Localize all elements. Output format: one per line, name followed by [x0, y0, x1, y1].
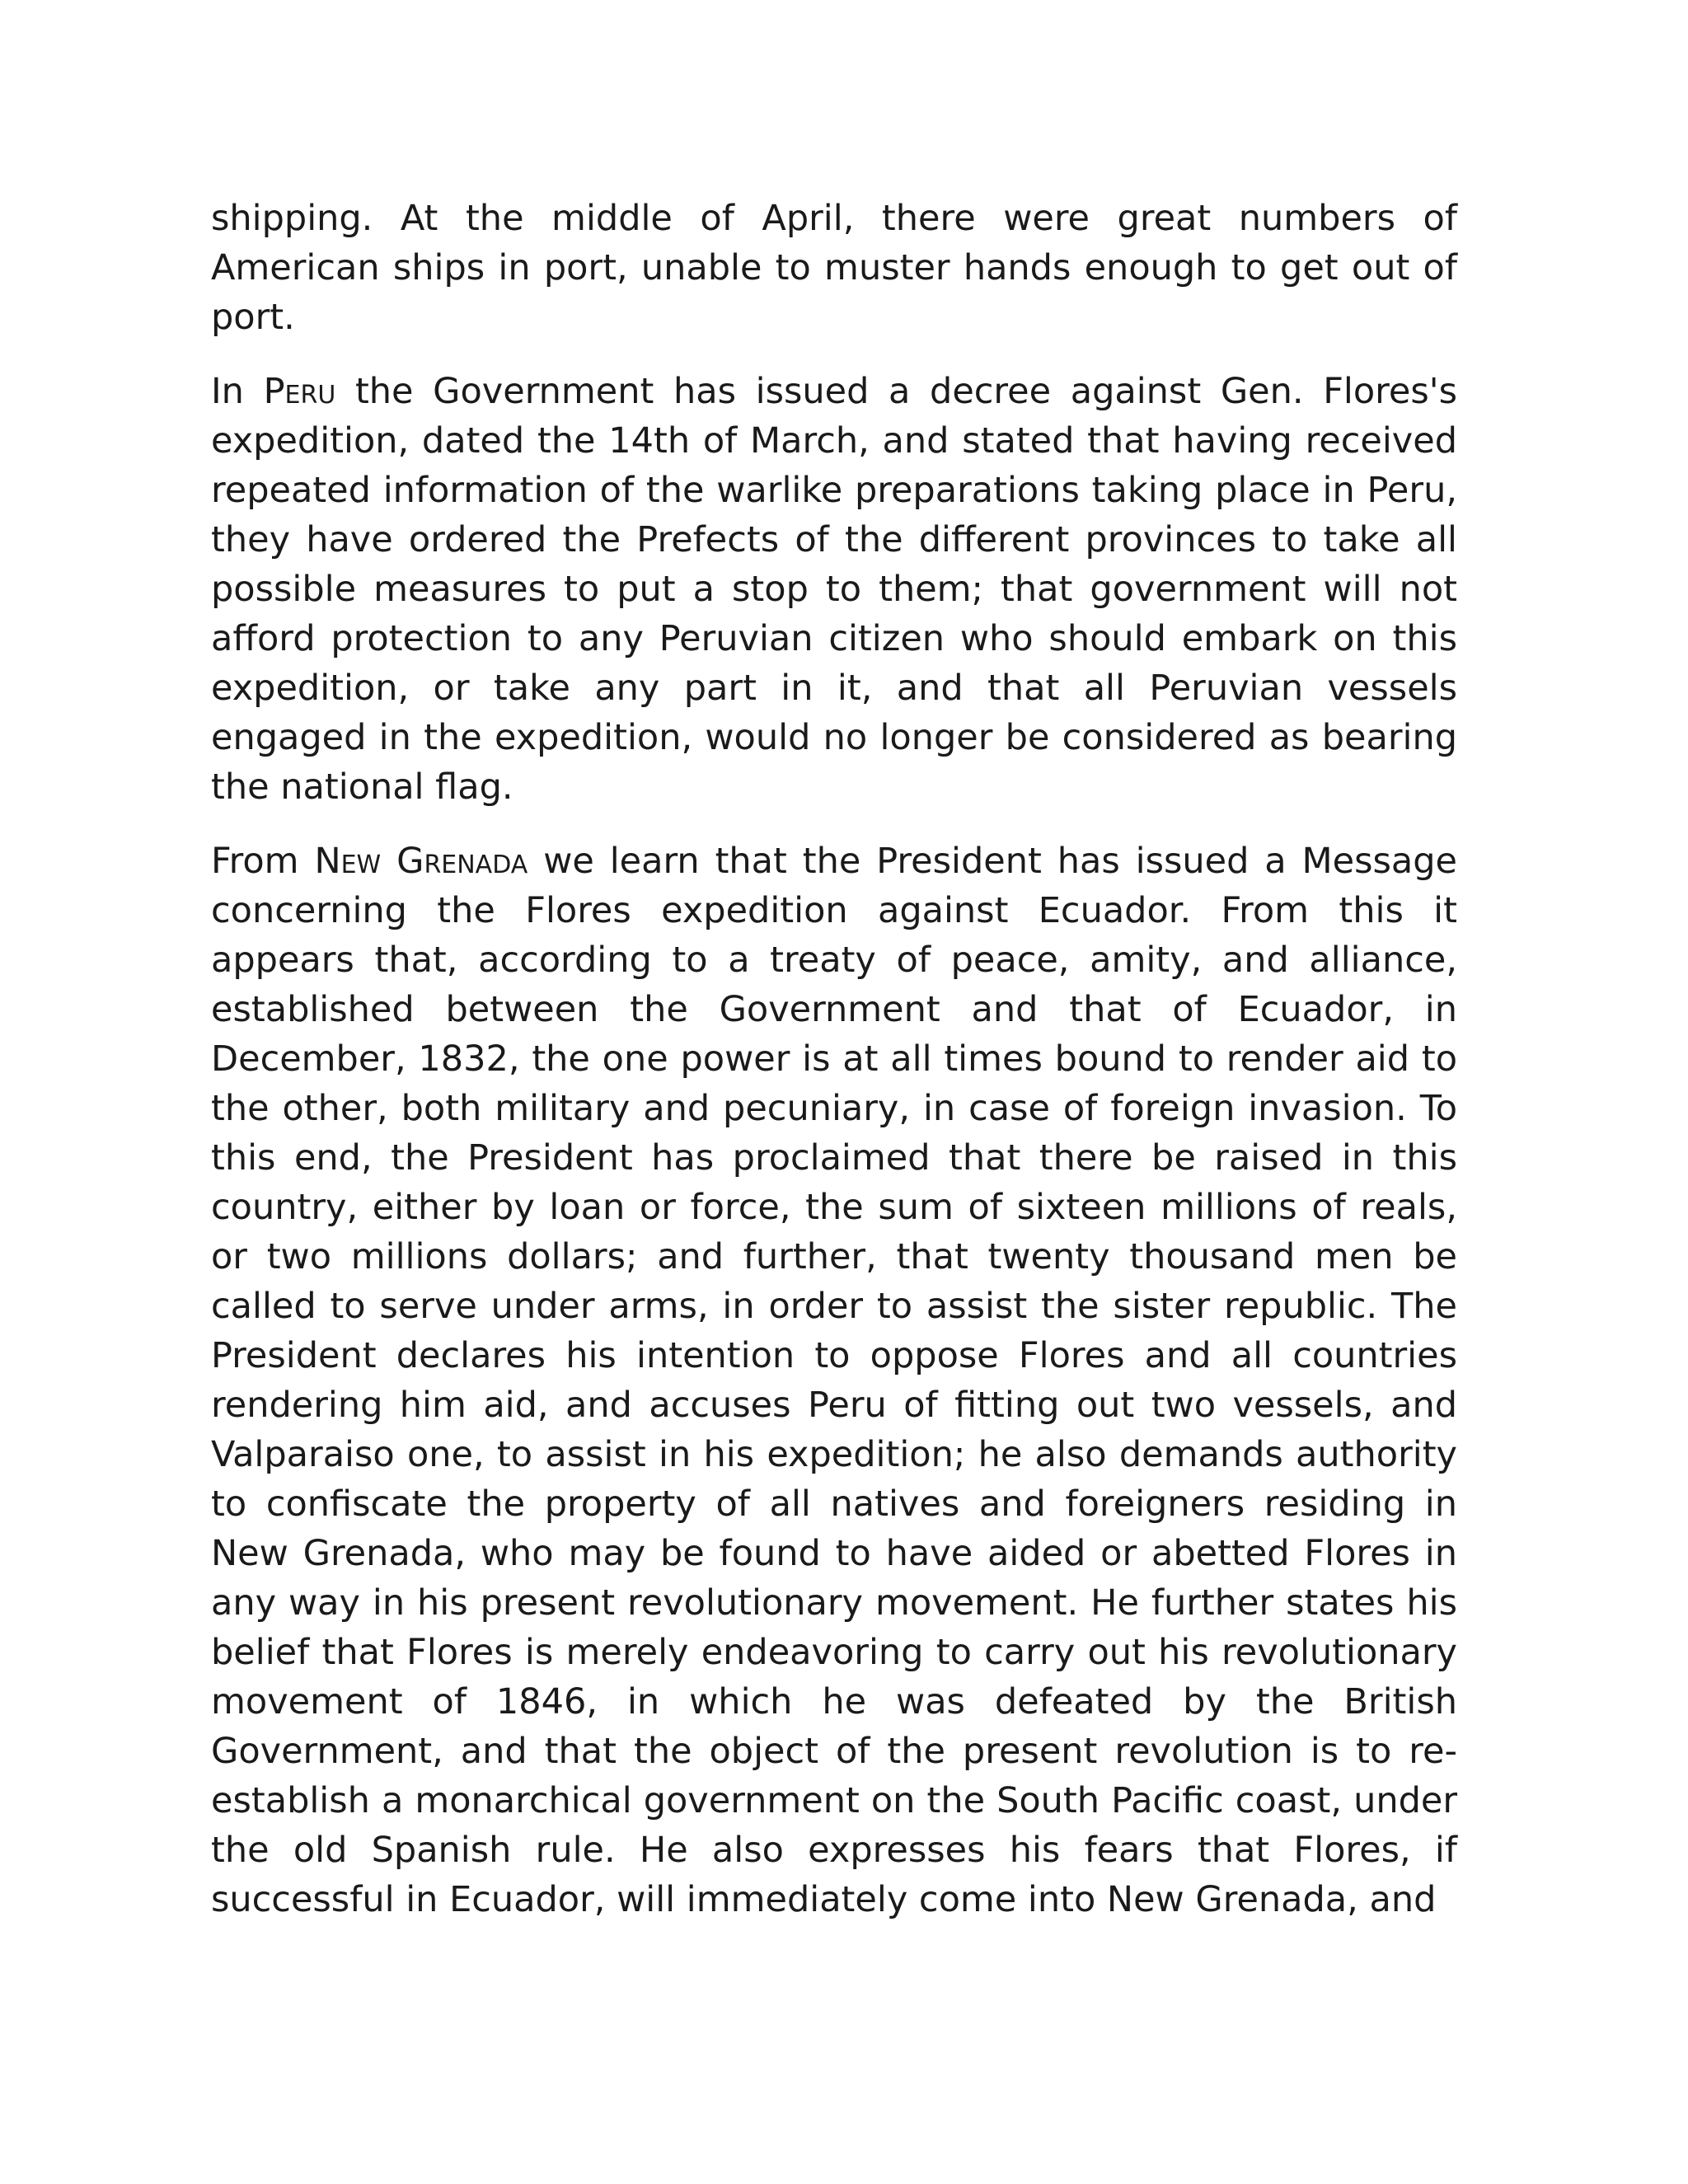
paragraph-shipping — [211, 194, 1457, 342]
paragraph-lead: From — [211, 841, 315, 882]
place-name-new-grenada: New Grenada — [314, 841, 528, 882]
paragraph-text: shipping. At the middle of April, there were great numbers of American ships in port, unable to muster hands enough to get out of port. — [211, 198, 1457, 338]
paragraph-lead: In — [211, 371, 264, 412]
paragraph-text: the Government has issued a decree against Gen. Flores's expedition, dated the 14th of March, and stated that having received repeated information of the warlike preparations taking place in Peru, they have ordered the Prefects of the different provinces to take all possible measures to put a stop to them; that government will not afford protection to any Peruvian citizen who should embark on this expedition, or take any part in it, and that all Peruvian vessels engaged in the expedition, would no longer be considered as bearing the national flag. — [211, 371, 1457, 808]
paragraph-peru — [211, 367, 1457, 812]
paragraph-new-grenada — [211, 837, 1457, 1924]
place-name-peru: Peru — [263, 371, 336, 412]
paragraph-text: we learn that the President has issued a Message concerning the Flores expedition against Ecuador. From this it appears that, according to a treaty of peace, amity, and alliance, established between the Government and that of Ecuador, in December, 1832, the one power is at all times bound to render aid to the other, both military and pecuniary, in case of foreign invasion. To this end, the President has proclaimed that there be raised in this country, either by loan or force, the sum of sixteen millions of reals, or two millions dollars; and further, that twenty thousand men be called to serve under arms, in order to assist the sister republic. The President declares his intention to oppose Flores and all countries rendering him aid, and accuses Peru of fitting out two vessels, and Valparaiso one, to assist in his expedition; he also demands authority to confiscate the property of all natives and foreigners residing in New Grenada, who may be found to have aided or abetted Flores in any way in his present revolutionary movement. He further states his belief that Flores is merely endeavoring to carry out his revolutionary movement of 1846, in which he was defeated by the British Government, and that the object of the present revolution is to re-establish a monarchical government on the South Pacific coast, under the old Spanish rule. He also expresses his fears that Flores, if successful in Ecuador, will immediately come into New Grenada, and — [211, 841, 1458, 1920]
document-page — [211, 194, 1457, 1949]
